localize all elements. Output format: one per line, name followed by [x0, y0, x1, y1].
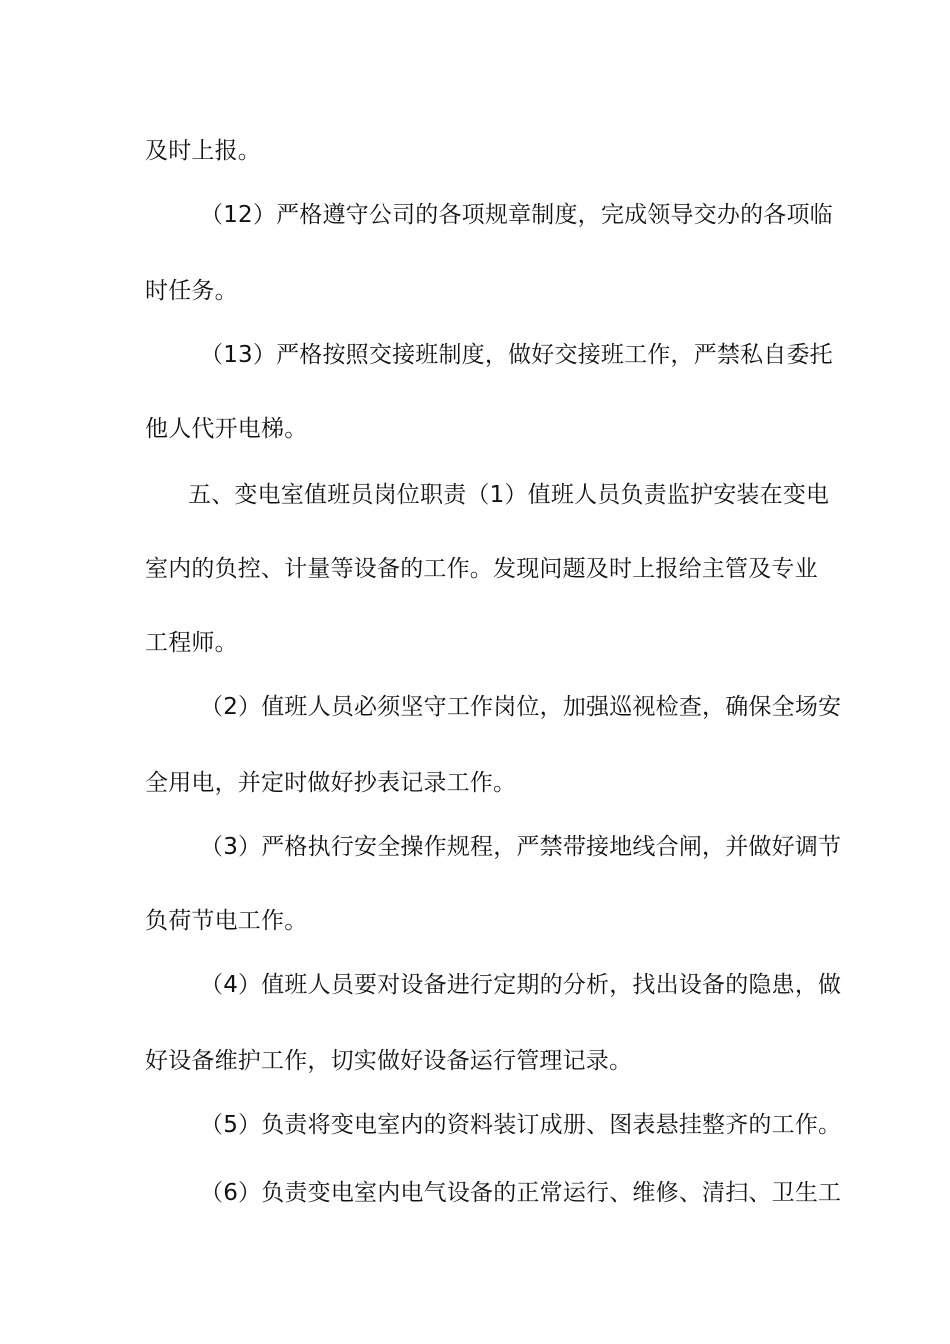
- text-line-10: 全用电，并定时做好抄表记录工作。: [145, 770, 517, 796]
- text-line-3: 时任务。: [145, 278, 238, 304]
- text-line-13: （4）值班人员要对设备进行定期的分析，找出设备的隐患，做: [200, 972, 842, 998]
- text-line-15: （5）负责将变电室内的资料装订成册、图表悬挂整齐的工作。: [200, 1112, 842, 1138]
- text-line-2: （12）严格遵守公司的各项规章制度，完成领导交办的各项临: [200, 202, 833, 228]
- text-line-9: （2）值班人员必须坚守工作岗位，加强巡视检查，确保全场安: [200, 694, 842, 720]
- text-line-6: 五、变电室值班员岗位职责（1）值班人员负责监护安装在变电: [188, 482, 830, 508]
- text-line-5: 他人代开电梯。: [145, 416, 308, 442]
- text-line-4: （13）严格按照交接班制度，做好交接班工作，严禁私自委托: [200, 342, 833, 368]
- text-line-12: 负荷节电工作。: [145, 908, 308, 934]
- text-line-8: 工程师。: [145, 630, 238, 656]
- text-line-16: （6）负责变电室内电气设备的正常运行、维修、清扫、卫生工: [200, 1180, 842, 1206]
- text-line-1: 及时上报。: [145, 138, 261, 164]
- text-line-7: 室内的负控、计量等设备的工作。发现问题及时上报给主管及专业: [145, 556, 818, 582]
- text-line-11: （3）严格执行安全操作规程，严禁带接地线合闸，并做好调节: [200, 834, 842, 860]
- text-line-14: 好设备维护工作，切实做好设备运行管理记录。: [145, 1048, 633, 1074]
